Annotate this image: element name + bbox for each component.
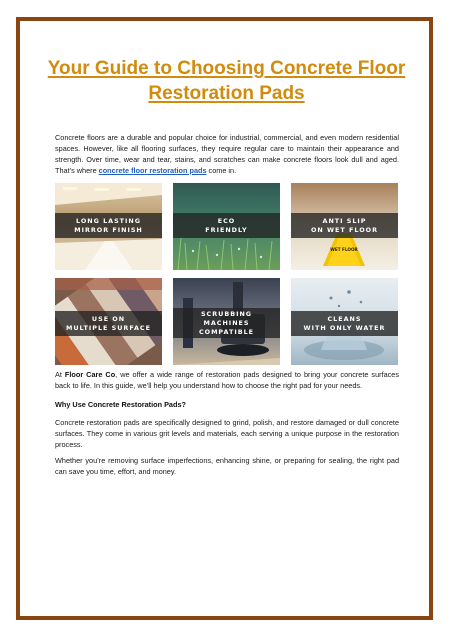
feature-label: ANTI SLIP — [322, 216, 367, 225]
sign-text: WET FLOOR — [330, 247, 358, 252]
section-heading: Why Use Concrete Restoration Pads? — [55, 400, 186, 409]
feature-tile-eco-friendly — [173, 183, 280, 270]
intro-text-end: come in. — [206, 166, 237, 175]
feature-label: ECO — [217, 216, 236, 225]
feature-label: USE ON — [91, 314, 126, 323]
feature-label-band — [55, 213, 162, 238]
page-title — [40, 56, 413, 106]
intro-text: Concrete floors are a durable and popular choice for industrial, commercial, and even modern residential spaces. However, like all flooring surfaces, they require regular care to maintain their appearance and strength. Over time, wear and tear, stains, and scratches can make concrete floors look dull and aged. That’s where — [55, 133, 399, 175]
company-paragraph — [55, 369, 399, 391]
feature-tile-scrubbing-machines — [173, 278, 280, 365]
feature-label: ON WET FLOOR — [310, 225, 378, 234]
feature-label: MACHINES — [203, 318, 250, 327]
title-line-1: Your Guide to Choosing Concrete Floor — [47, 58, 406, 79]
title-line-2: Restoration Pads — [148, 83, 305, 104]
feature-label: MULTIPLE SURFACE — [66, 323, 151, 332]
feature-tile-multiple-surface — [55, 278, 162, 365]
feature-label: CLEANS — [327, 314, 362, 323]
company-text-end: , we offer a wide range of restoration pads designed to bring your concrete surfaces back to life. In this guide, we’ll help you understand how to choose the right pad for your needs. — [55, 370, 400, 390]
feature-label: FRIENDLY — [205, 225, 248, 234]
company-text: At — [55, 370, 65, 379]
restoration-pads-link[interactable]: concrete floor restoration pads — [98, 166, 207, 175]
feature-label: LONG LASTING — [75, 216, 142, 225]
feature-label: MIRROR FINISH — [74, 225, 143, 234]
feature-label-band — [291, 311, 398, 336]
feature-label: SCRUBBING — [200, 309, 253, 318]
feature-tile-mirror-finish — [55, 183, 162, 270]
feature-tile-cleans-with-water — [291, 278, 398, 365]
feature-label: COMPATIBLE — [198, 327, 255, 336]
company-name: Floor Care Co — [64, 370, 116, 379]
feature-label-band — [173, 213, 280, 238]
feature-label: WITH ONLY WATER — [303, 323, 386, 332]
feature-label-band — [55, 311, 162, 336]
closing-paragraph: Whether you’re removing surface imperfections, enhancing shine, or preparing for sealing, the right pad can save you time, effort, and money. — [55, 456, 399, 476]
feature-label-band — [291, 213, 398, 238]
feature-label-band — [173, 308, 280, 338]
restoration-paragraph: Concrete restoration pads are specifically designed to grind, polish, and restore damaged or dull concrete surfaces. They come in various grit levels and materials, each serving a unique purpose in the restoration process. — [55, 418, 399, 449]
intro-paragraph — [55, 132, 399, 176]
feature-tile-anti-slip — [291, 183, 398, 270]
